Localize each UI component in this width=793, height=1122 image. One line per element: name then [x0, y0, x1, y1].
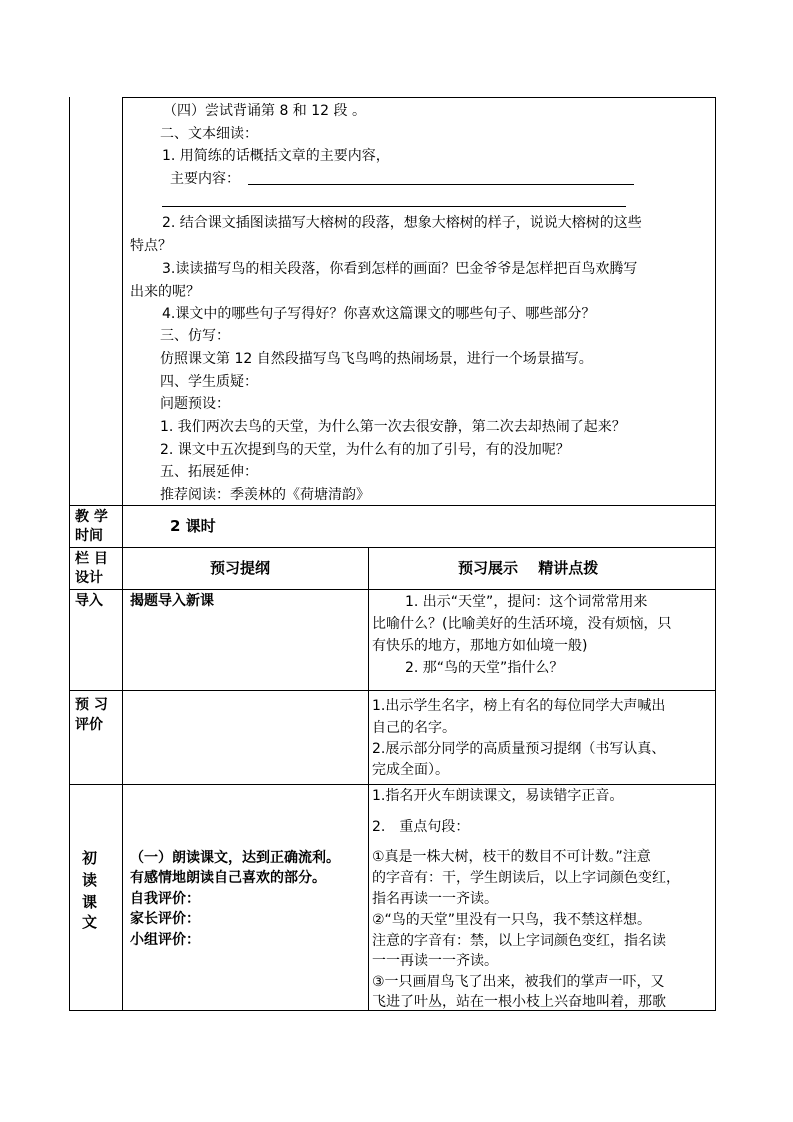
top-line-8: 出来的呢？: [130, 284, 200, 300]
row-divider-2: [69, 547, 716, 548]
group-eval-label: 小组评价：: [130, 932, 200, 948]
top-line-5: 2. 结合课文插图读描写大榕树的段落，想象大榕树的样子，说说大榕树的这些: [162, 215, 642, 231]
row-divider-3: [69, 589, 716, 590]
preview-eval-line-1: 1.出示学生名字，榜上有名的每位同学大声喊出: [372, 698, 666, 714]
top-line-6: 特点？: [130, 238, 172, 254]
first-read-line-10: 飞进了叶丛，站在一根小枝上兴奋地叫着，那歌: [372, 994, 666, 1010]
top-line-7: 3.读读描写鸟的相关段落，你看到怎样的画面？巴金爷爷是怎样把百鸟欢腾写: [162, 261, 638, 277]
first-read-outline-2: 有感情地朗读自己喜欢的部分。: [130, 870, 326, 886]
top-line-13: 问题预设：: [160, 396, 230, 412]
top-line-14: 1. 我们两次去鸟的天堂，为什么第一次去很安静，第二次去却热闹了起来？: [160, 419, 626, 435]
top-line-16: 五、拓展延伸：: [160, 464, 258, 480]
top-line-3: 1. 用简练的话概括文章的主要内容，: [162, 148, 390, 164]
first-read-line-9: ③一只画眉鸟飞了出来，被我们的掌声一吓，又: [372, 974, 665, 990]
row-divider-4: [69, 690, 716, 691]
intro-line-2: 比喻什么？(比喻美好的生活环境，没有烦恼，只: [372, 616, 672, 632]
top-line-1: （四）尝试背诵第 8 和 12 段 。: [163, 103, 366, 119]
top-line-11: 仿照课文第 12 自然段描写鸟飞鸟鸣的热闹场景，进行一个场景描写。: [160, 351, 593, 367]
teaching-time-value: 2 课时: [170, 517, 216, 535]
teaching-time-label-1: 教 学: [75, 509, 108, 525]
top-line-2: 二、文本细读：: [160, 126, 258, 142]
intro-outline: 揭题导入新课: [130, 593, 214, 609]
row-divider-1: [69, 505, 716, 506]
answer-underline-2: [162, 206, 626, 207]
column-header-showcase: 预习展示 精讲点拨: [458, 559, 599, 577]
top-line-17: 推荐阅读：季羡林的《荷塘清韵》: [160, 487, 370, 503]
column-design-label-1: 栏 目: [75, 551, 108, 567]
top-line-12: 四、学生质疑：: [160, 374, 258, 390]
first-read-line-2: 2. 重点句段：: [372, 819, 470, 835]
top-line-15: 2. 课文中五次提到鸟的天堂，为什么有的加了引号，有的没加呢？: [160, 442, 570, 458]
intro-line-1: 1. 出示“天堂”，提问：这个词常常用来: [405, 594, 648, 610]
col1-divider: [122, 97, 123, 1011]
first-read-label-char-2: 读: [82, 871, 98, 889]
first-read-label-char-4: 文: [82, 913, 98, 931]
parent-eval-label: 家长评价：: [130, 911, 200, 927]
preview-eval-line-2: 自己的名字。: [372, 720, 456, 736]
row-divider-5: [69, 784, 716, 785]
first-read-line-7: 注意的字音有：禁，以上字词颜色变红，指名读: [372, 933, 666, 949]
preview-eval-label-1: 预 习: [75, 697, 108, 713]
column-header-outline: 预习提纲: [210, 559, 271, 577]
first-read-label-char-1: 初: [82, 849, 98, 867]
first-read-line-5: 指名再读一一齐读。: [372, 891, 498, 907]
answer-underline-1: [248, 184, 634, 185]
col2-divider: [368, 547, 369, 1011]
left-border: [69, 97, 70, 1011]
preview-eval-label-2: 评价: [75, 717, 103, 733]
top-line-4: 主要内容：: [170, 171, 240, 187]
first-read-line-3: ①真是一株大树，枝干的数目不可计数。”注意: [372, 849, 651, 865]
top-line-9: 4.课文中的哪些句子写得好？你喜欢这篇课文的哪些句子、哪些部分？: [162, 306, 596, 322]
preview-eval-line-3: 2.展示部分同学的高质量预习提纲（书写认真、: [372, 741, 666, 757]
first-read-label-char-3: 课: [82, 893, 98, 911]
intro-label: 导入: [75, 593, 103, 609]
self-eval-label: 自我评价：: [130, 891, 200, 907]
intro-line-4: 2. 那“鸟的天堂”指什么？: [405, 660, 564, 676]
first-read-outline-1: （一）朗读课文，达到正确流利。: [130, 850, 340, 866]
first-read-line-6: ②“鸟的天堂”里没有一只鸟，我不禁这样想。: [372, 912, 652, 928]
column-design-label-2: 设计: [75, 570, 103, 586]
first-read-line-4: 的字音有：干，学生朗读后，以上字词颜色变红，: [372, 870, 680, 886]
top-border: [122, 97, 716, 98]
intro-line-3: 有快乐的地方，那地方如仙境一般): [372, 638, 588, 654]
right-border: [715, 97, 716, 1011]
first-read-line-1: 1.指名开火车朗读课文，易读错字正音。: [372, 788, 624, 804]
teaching-time-label-2: 时间: [75, 528, 103, 544]
preview-eval-line-4: 完成全面）。: [372, 762, 449, 778]
top-line-10: 三、仿写：: [160, 328, 230, 344]
first-read-line-8: 一一再读一一齐读。: [372, 953, 498, 969]
